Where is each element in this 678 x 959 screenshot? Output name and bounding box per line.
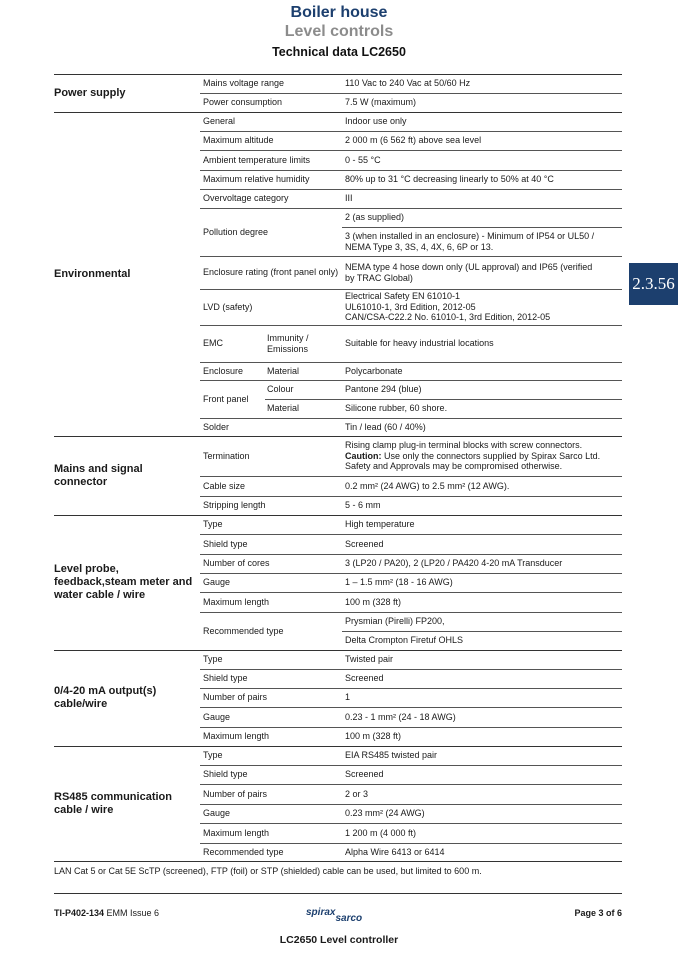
- param-label: Shield type: [203, 769, 248, 780]
- value-lines: [345, 422, 426, 433]
- page-subtitle: Level controls: [284, 23, 394, 40]
- value-lines: [345, 769, 384, 780]
- value-line: 3 (when installed in an enclosure) - Minimum of IP54 or UL50 /: [345, 230, 595, 241]
- value-line: Suitable for heavy industrial locations: [345, 338, 494, 349]
- param-label: Maximum length: [203, 731, 270, 742]
- value-line: Screened: [345, 673, 384, 684]
- value-line: Pantone 294 (blue): [345, 384, 422, 395]
- param-label: Type: [203, 750, 223, 761]
- param-value: [345, 631, 622, 650]
- param-label: Maximum length: [203, 596, 270, 607]
- value-lines: [345, 97, 416, 108]
- param-value: [345, 112, 622, 131]
- value-lines: [345, 155, 381, 166]
- logo-bottom: sarco: [335, 913, 363, 924]
- param-value: [345, 93, 622, 112]
- value-lines: [345, 616, 445, 627]
- param-label: Gauge: [203, 711, 231, 722]
- param-label: Number of cores: [203, 558, 270, 569]
- value-line: 110 Vac to 240 Vac at 50/60 Hz: [345, 78, 471, 89]
- doc-issue: EMM Issue 6: [104, 908, 160, 918]
- param-value: [345, 325, 622, 362]
- param-label: Front panel: [203, 393, 249, 404]
- param-value: [345, 227, 622, 256]
- param-value: [345, 189, 622, 208]
- value-line: 80% up to 31 °C decreasing linearly to 50% at 40 °C: [345, 174, 554, 185]
- value-line: Tin / lead (60 / 40%): [345, 421, 426, 432]
- param-sublabel: Immunity / Emissions: [267, 332, 309, 354]
- value-line: 2 or 3: [345, 788, 369, 799]
- param-value: [345, 436, 622, 476]
- value-line: Rising clamp plug-in terminal blocks with screw connectors.: [345, 440, 583, 451]
- value-lines: [345, 174, 554, 185]
- logo-top: spirax: [306, 907, 336, 918]
- param-value: [345, 727, 622, 746]
- page-title: Boiler house: [290, 4, 388, 21]
- page-number: Page 3 of 6: [574, 908, 622, 918]
- param-label: Power consumption: [203, 97, 283, 108]
- param-label: Solder: [203, 421, 230, 432]
- value-line: 7.5 W (maximum): [345, 97, 417, 108]
- spirax-sarco-logo: [306, 907, 363, 924]
- param-value: [345, 823, 622, 843]
- param-sublabel: Material: [267, 403, 300, 414]
- param-value: [345, 573, 622, 592]
- param-value: [345, 496, 622, 515]
- param-label: Overvoltage category: [203, 193, 289, 204]
- value-lines: [345, 828, 416, 839]
- value-lines: [345, 519, 415, 530]
- value-line: Alpha Wire 6413 or 6414: [345, 846, 445, 857]
- value-line: by TRAC Global): [345, 272, 413, 283]
- value-lines: [345, 731, 401, 742]
- param-label: Enclosure rating (front panel only): [203, 267, 339, 278]
- value-line: 0 - 55 °C: [345, 154, 381, 165]
- document-title: Technical data LC2650: [272, 45, 406, 59]
- value-line: Electrical Safety EN 61010-1: [345, 291, 461, 302]
- param-value: [345, 362, 622, 380]
- param-value: [345, 765, 622, 784]
- section-label-text: RS485 communication cable / wire: [54, 790, 172, 816]
- param-label: Number of pairs: [203, 788, 268, 799]
- param-label: Maximum altitude: [203, 135, 274, 146]
- product-name: LC2650 Level controller: [279, 934, 399, 946]
- param-label: Shield type: [203, 538, 248, 549]
- param-value: [345, 650, 622, 669]
- section-label: [54, 74, 194, 112]
- param-value: [345, 592, 622, 612]
- value-lines: [345, 712, 456, 723]
- value-line: UL61010-1, 3rd Edition, 2012-05: [345, 301, 476, 312]
- value-line: 2 000 m (6 562 ft) above sea level: [345, 135, 482, 146]
- value-lines: [345, 692, 350, 703]
- param-label: Type: [203, 519, 223, 530]
- param-label: Type: [203, 654, 223, 665]
- value-line: 1: [345, 692, 351, 703]
- value-line: Screened: [345, 538, 384, 549]
- param-value: [345, 131, 622, 150]
- value-lines: [345, 750, 437, 761]
- value-lines: [345, 635, 463, 646]
- value-lines: [345, 231, 594, 252]
- value-line: Silicone rubber, 60 shore.: [345, 403, 448, 414]
- value-lines: [345, 440, 600, 472]
- value-line: Delta Crompton Firetuf OHLS: [345, 635, 464, 646]
- param-value: [345, 170, 622, 189]
- param-value: [345, 74, 622, 93]
- value-lines: [345, 808, 425, 819]
- value-line: Indoor use only: [345, 116, 407, 127]
- value-lines: [345, 558, 562, 569]
- param-value: [345, 612, 622, 631]
- value-lines: [345, 481, 509, 492]
- value-line: 3 (LP20 / PA20), 2 (LP20 / PA420 4-20 mA Transducer: [345, 558, 563, 569]
- value-lines: [345, 403, 447, 414]
- param-label: Pollution degree: [203, 226, 269, 237]
- value-line: 100 m (328 ft): [345, 596, 402, 607]
- value-line: 0.23 mm² (24 AWG): [345, 808, 425, 819]
- value-lines: [345, 597, 401, 608]
- section-label: [54, 436, 194, 515]
- value-lines: [345, 366, 403, 377]
- param-value: [345, 208, 622, 227]
- value-lines: [345, 116, 407, 127]
- param-label: EMC: [203, 338, 223, 349]
- value-line: Safety and Approvals may be compromised otherwise.: [345, 461, 563, 472]
- value-lines: [345, 135, 481, 146]
- value-line: 1 200 m (4 000 ft): [345, 827, 417, 838]
- param-label: Maximum relative humidity: [203, 174, 310, 185]
- section-label-text: 0/4-20 mA output(s) cable/wire: [54, 685, 157, 710]
- value-lines: [345, 384, 422, 395]
- section-label: [54, 112, 194, 436]
- section-label: [54, 650, 194, 746]
- value-lines: [345, 193, 353, 204]
- param-value: [345, 707, 622, 727]
- param-label: Enclosure: [203, 365, 244, 376]
- param-value: [345, 418, 622, 436]
- caution-line: [345, 451, 600, 462]
- param-value: [345, 515, 622, 534]
- value-line: 0.23 - 1 mm² (24 - 18 AWG): [345, 711, 456, 722]
- param-value: [345, 150, 622, 170]
- param-label: Gauge: [203, 808, 231, 819]
- value-lines: [345, 212, 404, 223]
- param-value: [345, 534, 622, 554]
- value-line: Prysmian (Pirelli) FP200,: [345, 616, 445, 627]
- param-label: Cable size: [203, 480, 246, 491]
- value-line: 100 m (328 ft): [345, 731, 402, 742]
- param-value: [345, 289, 622, 325]
- value-line: 1 – 1.5 mm² (18 - 16 AWG): [345, 577, 453, 588]
- section-rule: [54, 861, 622, 862]
- value-line: 2 (as supplied): [345, 212, 405, 223]
- value-lines: [345, 500, 381, 511]
- param-value: [345, 476, 622, 496]
- section-label: [54, 515, 194, 650]
- value-line: CAN/CSA-C22.2 No. 61010-1, 3rd Edition, 2012-05: [345, 312, 551, 323]
- value-lines: [345, 577, 453, 588]
- section-label-text: Level probe, feedback,steam meter and water cable / wire: [54, 563, 193, 601]
- section-label: [54, 746, 194, 861]
- value-lines: [345, 78, 470, 89]
- param-label: LVD (safety): [203, 301, 253, 312]
- param-sublabel: Material: [267, 365, 300, 376]
- value-lines: [345, 262, 592, 283]
- param-label: Recommended type: [203, 625, 284, 636]
- value-lines: [345, 654, 393, 665]
- param-label: Stripping length: [203, 500, 266, 511]
- param-label: Number of pairs: [203, 692, 268, 703]
- section-label-text: Environmental: [54, 267, 131, 280]
- param-value: [345, 399, 622, 418]
- param-value: [345, 380, 622, 399]
- param-value: [345, 688, 622, 707]
- value-lines: [345, 789, 368, 800]
- value-line: High temperature: [345, 519, 415, 530]
- doc-ref-code: TI-P402-134: [54, 908, 105, 918]
- param-value: [345, 784, 622, 804]
- param-label: Ambient temperature limits: [203, 154, 311, 165]
- value-line: NEMA type 4 hose down only (UL approval) and IP65 (verified: [345, 261, 593, 272]
- footer-rule: [54, 893, 622, 894]
- value-line: NEMA Type 3, 3S, 4, 4X, 6, 6P or 13.: [345, 241, 494, 252]
- param-label: Shield type: [203, 673, 248, 684]
- value-line: III: [345, 193, 353, 204]
- value-lines: [345, 847, 445, 858]
- caution-text: Use only the connectors supplied by Spirax Sarco Ltd.: [381, 450, 601, 461]
- value-line: 5 - 6 mm: [345, 500, 381, 511]
- doc-reference: [54, 908, 159, 918]
- param-value: [345, 554, 622, 573]
- value-line: Twisted pair: [345, 654, 394, 665]
- section-label-text: Mains and signal connector: [54, 462, 143, 488]
- value-line: Screened: [345, 769, 384, 780]
- value-lines: [345, 291, 550, 323]
- value-lines: [345, 338, 494, 349]
- cable-note: LAN Cat 5 or Cat 5E ScTP (screened), FTP (foil) or STP (shielded) cable can be used, but limited to 600 m.: [54, 866, 482, 876]
- section-tab: 2.3.56: [629, 263, 678, 305]
- param-value: [345, 256, 622, 289]
- param-value: [345, 804, 622, 823]
- param-label: Termination: [203, 450, 250, 461]
- value-lines: [345, 539, 384, 550]
- param-label: Mains voltage range: [203, 78, 285, 89]
- value-lines: [345, 673, 384, 684]
- param-label: Maximum length: [203, 827, 270, 838]
- param-value: [345, 669, 622, 688]
- param-value: [345, 746, 622, 765]
- param-value: [345, 843, 622, 861]
- section-label-text: Power supply: [54, 86, 126, 99]
- param-label: Gauge: [203, 577, 231, 588]
- param-label: Recommended type: [203, 846, 284, 857]
- value-line: Polycarbonate: [345, 365, 403, 376]
- caution-label: Caution:: [345, 450, 382, 461]
- value-line: 0.2 mm² (24 AWG) to 2.5 mm² (12 AWG).: [345, 480, 510, 491]
- value-line: EIA RS485 twisted pair: [345, 750, 438, 761]
- param-label: General: [203, 116, 236, 127]
- param-sublabel: Colour: [267, 384, 294, 395]
